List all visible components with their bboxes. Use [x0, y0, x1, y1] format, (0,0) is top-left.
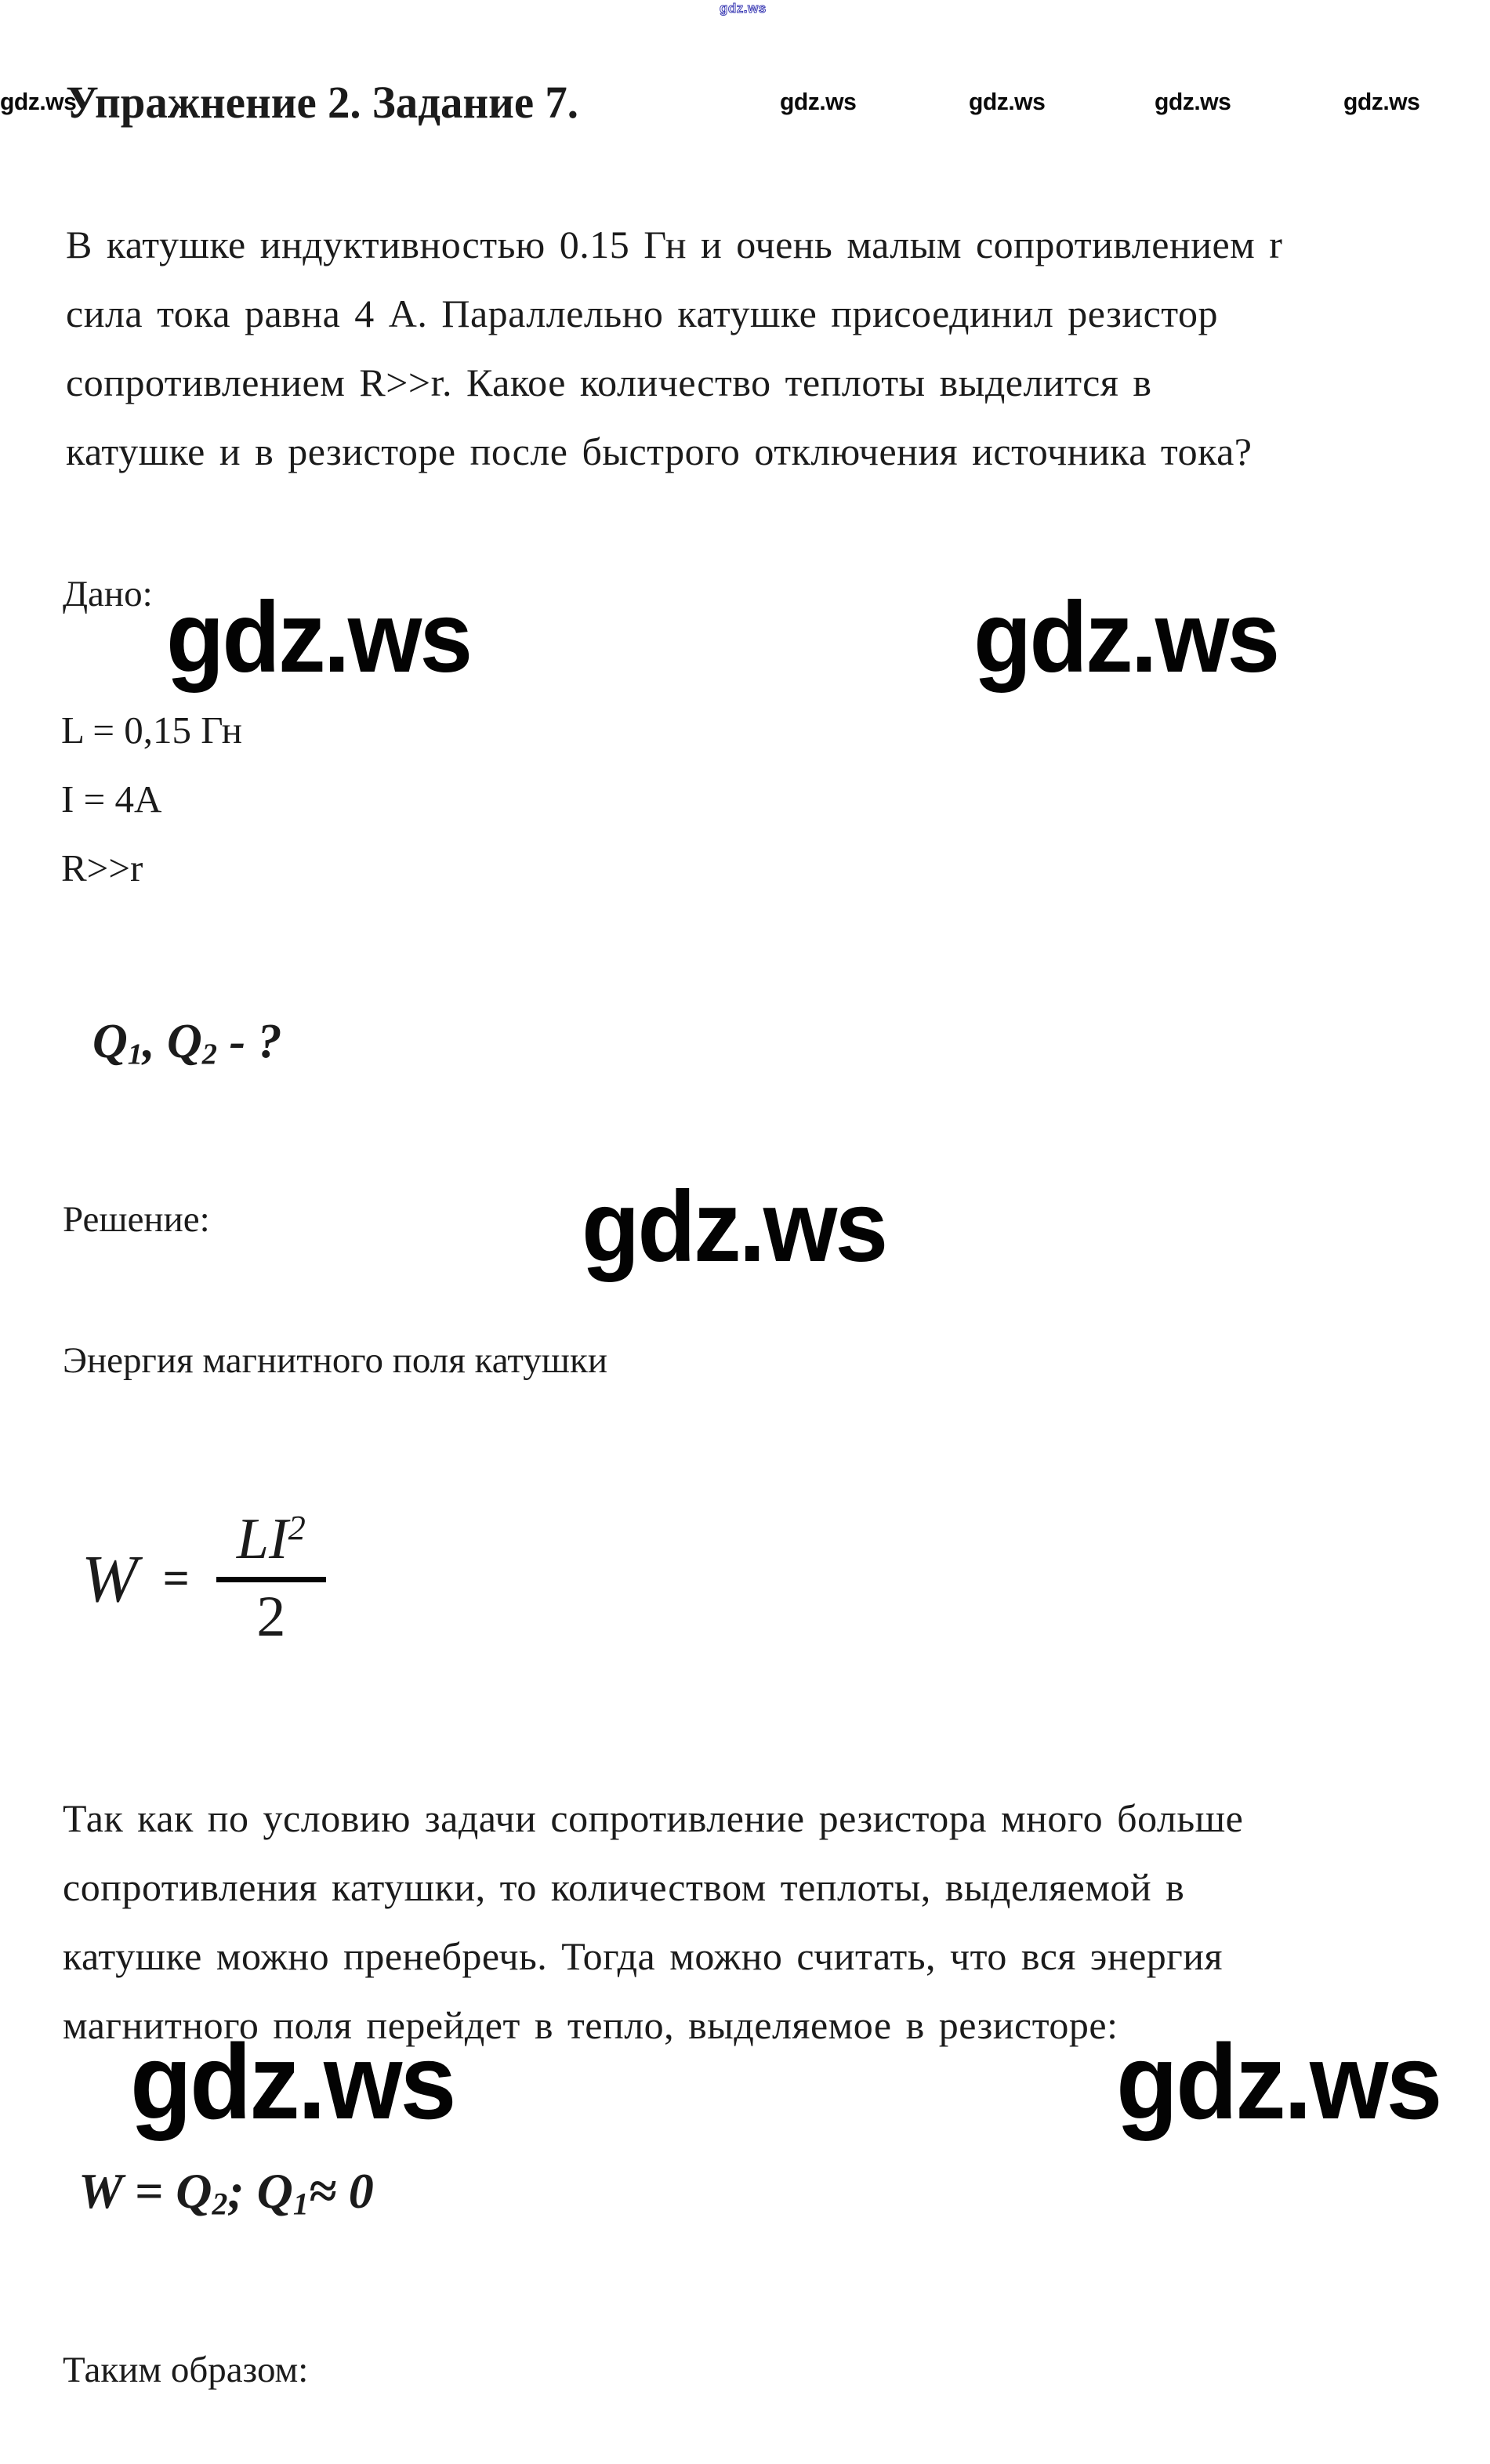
q2-subscript: 2	[201, 1038, 217, 1071]
separator: ,	[143, 1015, 167, 1068]
problem-line: сила тока равна 4 А. Параллельно катушке присоединил резистор	[66, 292, 1218, 335]
page-title: Упражнение 2. Задание 7.	[66, 77, 578, 128]
problem-line: сопротивлением R>>r. Какое количество теплоты выделится в	[66, 361, 1152, 404]
reasoning-line: Так как по условию задачи сопротивление резистора много больше	[63, 1796, 1244, 1840]
problem-line: В катушке индуктивностью 0.15 Гн и очень малым сопротивлением r	[66, 223, 1283, 266]
watermark-large: gdz.ws	[130, 2022, 455, 2141]
q1-subscript: 1	[292, 2187, 309, 2222]
energy-formula	[82, 1509, 326, 1647]
watermark-large: gdz.ws	[973, 582, 1278, 694]
watermark-large: gdz.ws	[166, 582, 471, 694]
q2-subscript: 2	[212, 2187, 228, 2222]
watermark-row-item: gdz.ws	[780, 88, 857, 115]
conclusion-label: Таким образом:	[63, 2350, 309, 2390]
watermark-large: gdz.ws	[1116, 2022, 1441, 2141]
given-values	[61, 696, 242, 903]
q1-subscript: 1	[127, 1038, 143, 1071]
question-tail: - ?	[217, 1015, 282, 1068]
watermark-large: gdz.ws	[582, 1171, 886, 1283]
given-inductance: L = 0,15 Гн	[61, 708, 242, 752]
fraction-denominator: 2	[256, 1584, 286, 1649]
q2-symbol: Q	[176, 2163, 212, 2219]
q1-symbol: Q	[92, 1015, 128, 1068]
formula-lhs: W	[82, 1541, 138, 1617]
fraction-bar	[216, 1577, 326, 1582]
approx-zero: ≈ 0	[308, 2163, 374, 2219]
reasoning-paragraph	[63, 1784, 1243, 2060]
fraction	[216, 1509, 326, 1647]
watermark-row-item: gdz.ws	[1155, 88, 1231, 115]
watermark-top-outline: gdz.ws	[720, 1, 767, 16]
given-current: I = 4A	[61, 777, 162, 821]
energy-caption: Энергия магнитного поля катушки	[63, 1340, 607, 1381]
solution-label: Решение:	[63, 1199, 210, 1240]
watermark-row-item: gdz.ws	[1343, 88, 1420, 115]
watermark-row-item: gdz.ws	[0, 88, 77, 115]
q1-symbol: Q	[256, 2163, 293, 2219]
reasoning-line: сопротивления катушки, то количеством теплоты, выделяемой в	[63, 1865, 1185, 1909]
numerator-exponent: 2	[288, 1507, 306, 1547]
unknowns-formula	[92, 1013, 282, 1073]
problem-statement	[66, 210, 1282, 486]
separator: ;	[227, 2163, 257, 2219]
q2-symbol: Q	[167, 1015, 202, 1068]
fraction-numerator	[237, 1509, 306, 1571]
reasoning-line: магнитного поля перейдет в тепло, выделяемое в резисторе:	[63, 2003, 1118, 2047]
equals-sign: =	[162, 1553, 190, 1605]
heat-formula	[78, 2161, 374, 2223]
watermark-row-item: gdz.ws	[969, 88, 1046, 115]
formula-lhs: W =	[78, 2163, 176, 2219]
problem-line: катушке и в резисторе после быстрого отключения источника тока?	[66, 429, 1253, 473]
reasoning-line: катушке можно пренебречь. Тогда можно считать, что вся энергия	[63, 1934, 1224, 1978]
numerator-base: LI	[236, 1507, 288, 1571]
given-label: Дано:	[63, 574, 153, 614]
given-resistance: R>>r	[61, 846, 143, 890]
